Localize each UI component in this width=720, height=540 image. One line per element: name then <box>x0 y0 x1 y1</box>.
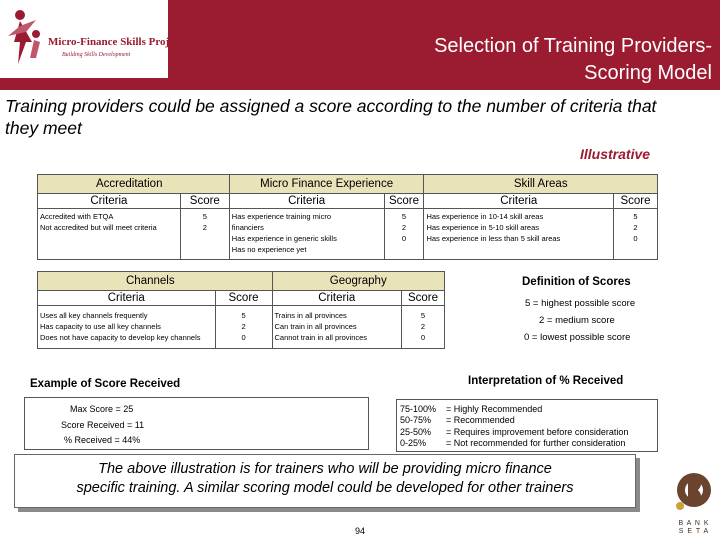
score-value: 5 <box>633 212 638 221</box>
footnote-box <box>14 454 636 508</box>
definition-title: Definition of Scores <box>522 276 631 288</box>
channels-title: Channels <box>38 272 273 291</box>
column-header: Score <box>215 291 272 306</box>
criteria-item: Has no experience yet <box>231 245 307 254</box>
column-header: Score <box>384 194 424 209</box>
project-logo-icon <box>6 8 46 70</box>
score-value: 0 <box>241 333 246 342</box>
column-header: Criteria <box>38 194 181 209</box>
criteria-item: Has experience in generic skills <box>231 234 337 243</box>
range-meaning: = Requires improvement before consideration <box>446 427 629 437</box>
criteria-item: Trains in all provinces <box>274 311 347 320</box>
criteria-table-top <box>37 174 658 260</box>
column-header: Criteria <box>272 291 402 306</box>
table-row <box>38 209 658 260</box>
subtitle: Training providers could be assigned a score according to the number of criteria that they meet <box>5 96 657 138</box>
title-line-2: Scoring Model <box>584 62 712 84</box>
range-label: 50-75% <box>400 415 432 425</box>
criteria-item: Does not have capacity to develop key channels <box>40 333 201 342</box>
example-title: Example of Score Received <box>30 378 181 390</box>
title-line-1: Selection of Training Providers- <box>434 35 712 57</box>
range-label: 75-100% <box>400 404 437 414</box>
criteria-item: Accredited with ETQA <box>40 212 114 221</box>
logo-name: Micro-Finance Skills Project <box>48 36 183 48</box>
criteria-item: Cannot train in all provinces <box>274 333 368 342</box>
score-value: 0 <box>420 333 426 342</box>
range-meaning: = Recommended <box>446 415 515 425</box>
accreditation-title: Accreditation <box>38 175 230 194</box>
max-score: Max Score = 25 <box>70 404 134 414</box>
score-value: 5 <box>420 311 426 320</box>
example-box <box>24 397 369 450</box>
score-value: 0 <box>633 234 638 243</box>
criteria-table-middle <box>37 271 445 349</box>
score-value: 0 <box>401 234 407 243</box>
definition-item: 5 = highest possible score <box>525 298 636 309</box>
range-label: 0-25% <box>400 438 427 448</box>
range-meaning: = Highly Recommended <box>446 404 543 414</box>
score-value: 2 <box>633 223 638 232</box>
score-value: 2 <box>202 223 207 232</box>
illustrative-label: Illustrative <box>580 146 651 162</box>
page-number: 94 <box>355 526 366 536</box>
score-value: 5 <box>202 212 207 221</box>
micro-finance-title: Micro Finance Experience <box>229 175 424 194</box>
criteria-item: Has experience in 5-10 skill areas <box>426 223 540 232</box>
bankseta-logo-text: B A N K S E T A <box>678 520 710 535</box>
interpretation-row <box>400 438 625 448</box>
column-header: Score <box>180 194 229 209</box>
page-title <box>292 33 712 87</box>
score-value: 2 <box>401 223 407 232</box>
interpretation-row <box>400 415 515 425</box>
definition-item: 2 = medium score <box>539 315 615 326</box>
criteria-item: Has capacity to use all key channels <box>40 322 161 331</box>
footnote-line-2: specific training. A similar scoring model could be developed for other trainers <box>76 480 574 496</box>
score-value: 5 <box>401 212 407 221</box>
interpretation-row <box>400 404 542 414</box>
score-value: 5 <box>241 311 246 320</box>
range-label: 25-50% <box>400 427 432 437</box>
geography-title: Geography <box>272 272 445 291</box>
percent-received: % Received = 44% <box>64 435 141 445</box>
interpretation-title: Interpretation of % Received <box>468 375 624 387</box>
logo-tagline: Building Skills Development <box>62 52 131 58</box>
criteria-item: Has experience in 10-14 skill areas <box>426 212 544 221</box>
column-header: Criteria <box>229 194 384 209</box>
score-value: 2 <box>241 322 246 331</box>
score-received: Score Received = 11 <box>61 420 145 430</box>
interpretation-row <box>400 427 628 437</box>
column-header: Score <box>402 291 445 306</box>
score-value: 2 <box>420 322 426 331</box>
column-header: Score <box>614 194 658 209</box>
interpretation-box <box>396 399 658 452</box>
criteria-item: Has experience in less than 5 skill areas <box>426 234 561 243</box>
criteria-item: Uses all key channels frequently <box>40 311 148 320</box>
column-header: Criteria <box>38 291 216 306</box>
footnote-line-1: The above illustration is for trainers who will be providing micro finance <box>98 461 552 477</box>
skill-areas-title: Skill Areas <box>424 175 658 194</box>
column-header: Criteria <box>424 194 614 209</box>
range-meaning: = Not recommended for further consideration <box>446 438 626 448</box>
definition-item: 0 = lowest possible score <box>524 332 631 343</box>
table-row <box>38 306 445 349</box>
criteria-item: Has experience training micro financiers <box>231 212 332 232</box>
criteria-item: Can train in all provinces <box>274 322 357 331</box>
criteria-item: Not accredited but will meet criteria <box>40 223 157 232</box>
